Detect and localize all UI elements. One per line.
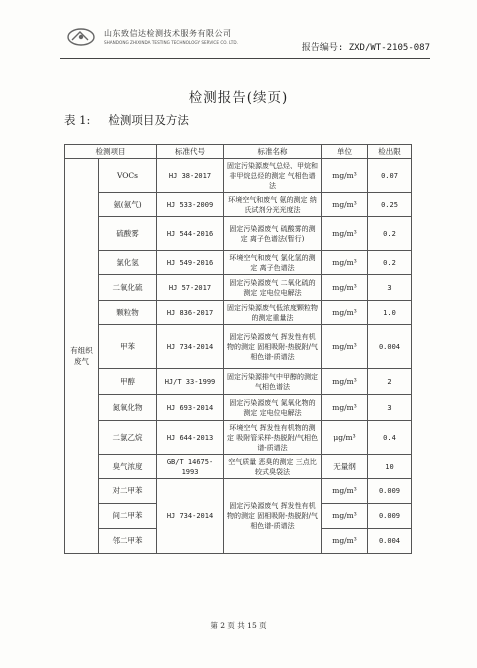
- standard-name-cell: 固定污染源废气 氮氧化物的测定 定电位电解法: [224, 395, 322, 421]
- item-cell: 氮氧化物: [99, 395, 157, 421]
- item-cell: 邻二甲苯: [99, 529, 157, 554]
- code-cell: HJ 533-2009: [157, 193, 224, 217]
- code-cell: HJ 57-2017: [157, 275, 224, 301]
- standard-name-cell: 固定污染源废气 挥发性有机物的测定 固相吸附-热脱附/气相色谱-质谱法: [224, 479, 322, 554]
- table-header-row: [65, 145, 412, 159]
- unit-cell: mg/m³: [322, 395, 368, 421]
- category-label: 有组织废气: [70, 346, 93, 366]
- code-cell: HJ 544-2016: [157, 217, 224, 251]
- category-cell: [65, 159, 99, 554]
- limit-cell: 0.009: [368, 504, 412, 529]
- table-row: [65, 217, 412, 251]
- report-number: 报告编号: ZXD/WT-2105-087: [301, 43, 430, 53]
- col-header-item: 检测项目: [65, 145, 157, 159]
- item-cell: 颗粒物: [99, 301, 157, 325]
- unit-cell: mg/m³: [322, 504, 368, 529]
- table-row: [65, 301, 412, 325]
- limit-cell: 2: [368, 369, 412, 395]
- unit-cell: mg/m³: [322, 159, 368, 193]
- col-header-code: 标准代号: [157, 145, 224, 159]
- code-cell: HJ 734-2014: [157, 325, 224, 369]
- page-footer: 第 2 页 共 15 页: [210, 621, 267, 630]
- limit-cell: 0.2: [368, 217, 412, 251]
- unit-cell: mg/m³: [322, 479, 368, 504]
- standard-name-cell: 固定污染源废气 挥发性有机物的测定 固相吸附-热脱附/气相色谱-质谱法: [224, 325, 322, 369]
- item-cell: 氨(氨气): [99, 193, 157, 217]
- item-cell: 二氧化硫: [99, 275, 157, 301]
- company-logo-icon: [66, 26, 96, 48]
- table-caption-label: 表 1:: [64, 113, 91, 127]
- limit-cell: 0.004: [368, 325, 412, 369]
- code-cell: HJ 549-2016: [157, 251, 224, 275]
- table-row: [65, 325, 412, 369]
- test-methods-table: [64, 144, 412, 554]
- item-cell: 间二甲苯: [99, 504, 157, 529]
- limit-cell: 1.0: [368, 301, 412, 325]
- limit-cell: 0.4: [368, 421, 412, 455]
- code-cell: GB/T 14675-1993: [157, 455, 224, 479]
- code-cell: HJ 644-2013: [157, 421, 224, 455]
- limit-cell: 0.25: [368, 193, 412, 217]
- unit-cell: 无量纲: [322, 455, 368, 479]
- limit-cell: 0.07: [368, 159, 412, 193]
- table-row: [65, 479, 412, 504]
- standard-name-cell: 固定污染源排气中甲醇的测定 气相色谱法: [224, 369, 322, 395]
- table-row: [65, 251, 412, 275]
- limit-cell: 0.004: [368, 529, 412, 554]
- standard-name-cell: 空气质量 恶臭的测定 三点比较式臭袋法: [224, 455, 322, 479]
- item-cell: 硫酸雾: [99, 217, 157, 251]
- unit-cell: mg/m³: [322, 193, 368, 217]
- code-cell: HJ 836-2017: [157, 301, 224, 325]
- header-divider: [60, 58, 430, 59]
- standard-name-cell: 环境空气和废气 氨的测定 纳氏试剂分光光度法: [224, 193, 322, 217]
- item-cell: 氯化氢: [99, 251, 157, 275]
- table-row: [65, 395, 412, 421]
- standard-name-cell: 固定污染源废气总烃、甲烷和非甲烷总烃的测定 气相色谱法: [224, 159, 322, 193]
- table-caption: [64, 112, 189, 128]
- company-name-cn: 山东致信达检测技术服务有限公司: [104, 29, 232, 38]
- table-row: [65, 159, 412, 193]
- standard-name-cell: 环境空气和废气 氯化氢的测定 离子色谱法: [224, 251, 322, 275]
- page-header: [60, 22, 430, 58]
- item-cell: 对二甲苯: [99, 479, 157, 504]
- limit-cell: 10: [368, 455, 412, 479]
- unit-cell: mg/m³: [322, 251, 368, 275]
- unit-cell: mg/m³: [322, 529, 368, 554]
- unit-cell: mg/m³: [322, 301, 368, 325]
- col-header-limit: 检出限: [368, 145, 412, 159]
- standard-name-cell: 固定污染源废气低浓度颗粒物的测定重量法: [224, 301, 322, 325]
- table-row: [65, 275, 412, 301]
- item-cell: 臭气浓度: [99, 455, 157, 479]
- item-cell: 甲醇: [99, 369, 157, 395]
- table-row: [65, 421, 412, 455]
- unit-cell: mg/m³: [322, 325, 368, 369]
- table-caption-text: 检测项目及方法: [108, 113, 189, 127]
- table-row: [65, 455, 412, 479]
- table-row: [65, 369, 412, 395]
- standard-name-cell: 环境空气 挥发性有机物的测定 吸附管采样-热脱附/气相色谱-质谱法: [224, 421, 322, 455]
- unit-cell: mg/m³: [322, 217, 368, 251]
- table-row: [65, 193, 412, 217]
- limit-cell: 3: [368, 275, 412, 301]
- code-cell: HJ 734-2014: [157, 479, 224, 554]
- company-name-en: SHANDONG ZHIXINDA TESTING TECHNOLOGY SERVICE CO. LTD.: [104, 40, 238, 45]
- code-cell: HJ 38-2017: [157, 159, 224, 193]
- unit-cell: mg/m³: [322, 369, 368, 395]
- item-cell: 甲苯: [99, 325, 157, 369]
- standard-name-cell: 固定污染源废气 二氧化硫的测定 定电位电解法: [224, 275, 322, 301]
- col-header-unit: 单位: [322, 145, 368, 159]
- code-cell: HJ 693-2014: [157, 395, 224, 421]
- code-cell: HJ/T 33-1999: [157, 369, 224, 395]
- item-cell: VOCs: [99, 159, 157, 193]
- standard-name-cell: 固定污染源废气 硫酸雾的测定 离子色谱法(暂行): [224, 217, 322, 251]
- col-header-name: 标准名称: [224, 145, 322, 159]
- unit-cell: μg/m³: [322, 421, 368, 455]
- limit-cell: 0.2: [368, 251, 412, 275]
- limit-cell: 0.009: [368, 479, 412, 504]
- unit-cell: mg/m³: [322, 275, 368, 301]
- limit-cell: 3: [368, 395, 412, 421]
- item-cell: 二氯乙烷: [99, 421, 157, 455]
- page-title: 检测报告(续页): [188, 90, 289, 106]
